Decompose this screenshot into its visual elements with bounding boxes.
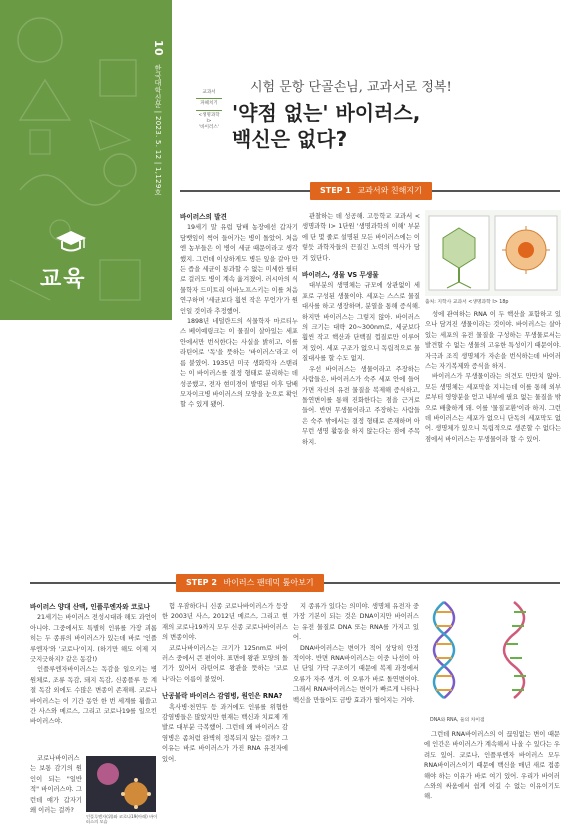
page-number: 10 bbox=[152, 40, 165, 56]
column-7 bbox=[424, 730, 560, 824]
column-6 bbox=[293, 602, 419, 824]
step1-header bbox=[180, 182, 560, 200]
title-line: '약점 없는' 바이러스, bbox=[232, 101, 421, 125]
paragraph: 성에 관여하는 RNA 이 두 핵산을 포함하고 있으나 담겨진 생물이라는 것이야. 바이러스는 살아 있는 세포의 유전 물질을 구성하는 무생물로서는 발견할 수 없는 생물의 고유한 특성이기 때문이야. 자극과 조직 생명체가 자손을 번식하는데 바이러스는 자기복제와 증식을 하지. bbox=[425, 311, 561, 371]
paragraph: 그런데 RNA바이러스의 이 끊임없는 변이 때문에 인간은 바이러스가 계속해서 나올 수 있다는 우려도 있어. 코로나, 인플루엔자 바이러스 모두 RNA바이러스이기 때문에 백신을 매년 새로 접종해야 하는 이유가 바로 여기 있어. 우리가 바이러스와의 싸움에서 쉽게 이길 수 없는 이유이기도 해. bbox=[424, 731, 560, 801]
badge-line: <생명과학 I> bbox=[198, 112, 220, 124]
paragraph: 19세기 말 유럽 담배 농장에선 갑자기 담뱃잎이 썩어 들어가는 병이 돌았어. 처음엔 농부들은 이 병이 세균 때문이라고 생각했지. 그런데 이상하게도 병든 잎을 갈아 만든 즙을 세균이 통과할 수 없는 미세한 필터로 걸러도 병이 계속 옮겨졌어. 러시아의 식물학자 드미트리 이바노프스키는 이를 처음 연구하며 '세균보다 훨씬 작은 무언가'가 원인일 것이라 추정했어. bbox=[180, 224, 298, 315]
biology-textbook-figure bbox=[425, 210, 561, 296]
figure-caption: 출처: 지학사 교과서 <생명과학 I> 18p bbox=[425, 300, 509, 305]
graduation-cap-icon bbox=[54, 228, 88, 254]
badge-line: 파헤치기 bbox=[200, 101, 218, 107]
paragraph: 1898년 네덜란드의 식물학자 마르티누스 베이예링크는 이 물질이 살아있는 세포 안에서만 번식한다는 사실을 밝히고, 이를 라틴어로 '독'을 뜻하는 '바이러스'라고 이름 붙였어. 1935년 미국 생화학자 스탠리는 이 바이러스를 결정 형태로 분리하는 데 성공했고, 전자 현미경이 발명된 이후 담배모자이크병 바이러스의 모양을 눈으로 확인할 수 있게 됐어. bbox=[180, 318, 298, 409]
step2-header bbox=[30, 574, 560, 592]
subheading: 바이러스 양대 산맥, 인플루엔자와 코로나 bbox=[30, 603, 150, 611]
section-label: 교육 bbox=[40, 267, 87, 292]
section-banner bbox=[0, 0, 172, 320]
virus-photo bbox=[86, 756, 156, 812]
column-2 bbox=[302, 212, 420, 557]
paragraph: 우선 바이러스는 생물이라고 주장하는 사람들은, 바이러스가 숙주 세포 안에 들어가면 자신의 유전 물질을 복제해 증식하고, 돌연변이를 통해 진화한다는 점을 근거로 들어. 반면 무생물이라고 주장하는 사람들은 숙주 밖에서는 결정 형태로 존재하며 아무런 생명 활동을 하지 않는다는 점에 주목하지. bbox=[302, 365, 420, 446]
dna-rna-figure bbox=[424, 598, 560, 714]
badge-line: '바이러스' bbox=[199, 125, 219, 131]
column-4 bbox=[30, 602, 157, 752]
issue-info: 한국대학신문 | 2023. 5. 12 | 1,129호 bbox=[154, 64, 162, 196]
series-title: 시험 문항 단골손님, 교과서로 정복! bbox=[250, 80, 452, 95]
paragraph: 바이러스가 무생물이라는 의견도 만만치 않아. 모든 생명체는 세포막을 지니는데 이를 통해 외부로부터 영양분을 얻고 내부에 필요 없는 물질을 밖으로 배출하게 돼. 이를 '물질교환'이라 하지. 그런데 바이러스는 세포가 없으니 단독의 세포막도 없어. 생명체가 있으니 독립적으로 생존할 수 없다는 점에서 바이러스는 무생물이라 할 수 있어. bbox=[425, 373, 561, 443]
paragraph: 관찰하는 데 성공해. 고등학교 교과서 <생명과학 I> 1단원 '생명과학의 이해' 부분에 단 몇 줄로 설명된 모든 바이러스에는 이렇듯 과학자들의 끈질긴 노력의 역사가 담겨 있단다. bbox=[302, 213, 420, 262]
step-label: STEP 1 bbox=[320, 186, 351, 195]
column-3 bbox=[425, 310, 561, 560]
topic-badge bbox=[196, 90, 222, 136]
virus-structure-diagram bbox=[425, 210, 561, 296]
paragraph: 21세기는 바이러스 전성시대라 해도 과언이 아니야. 그중에서도 특별히 인류를 가장 괴롭히는 두 종류의 바이러스가 있는데 바로 '인플루엔자'와 '코로나'이지. (하기만 해도 이제 지긋지긋하지? 같은 동감!) bbox=[30, 614, 157, 664]
paragraph: DNA바이러스는 변이가 적어 상당히 안정적이야. 반면 RNA바이러스는 이중 나선이 아닌 단일 가닥 구조이기 때문에 복제 과정에서 오류가 자주 생겨. 이 오류가 바로 돌연변이야. 그래서 RNA바이러스는 변이가 빠르게 나타나 백신을 만들어도 금방 효과가 떨어지는 거야. bbox=[293, 644, 419, 704]
paragraph: 인플루엔자바이러스는 독감을 일으키는 병원체로, 조류 독감, 돼지 독감, 신종플루 등 계절 독감 외에도 수많은 변종이 존재해. 코로나바이러스는 이 기간 동안 한 번 세계를 휩쓸고 간 사스와 메르스, 그리고 코로나19를 일으킨 바이러스야. bbox=[30, 666, 157, 726]
photo-caption: 인플루엔자(위)와 코로나19(아래) 바이러스의 모습 bbox=[86, 814, 158, 824]
column-4-tail bbox=[30, 754, 82, 824]
subheading: 난공불락 바이러스 감염병, 원인은 RNA? bbox=[162, 692, 283, 701]
badge-line: 교과서 bbox=[202, 90, 216, 95]
paragraph: 지 종류가 있다는 의미야. 생명체 유전자 중 가장 기본이 되는 것은 DNA이지만 바이러스는 유전 물질로 DNA 또는 RNA를 가지고 있어. bbox=[293, 603, 419, 642]
paragraph: 흑사병·천연두 등 과거에도 인류를 위협한 감염병들은 많았지만 현재는 백신과 치료제 개발로 대부분 극복했어. 그런데 왜 바이러스 감염병은 좀처럼 완벽히 정복되지 않는 걸까? 그 이유는 바로 바이러스가 가진 RNA 유전자에 있어. bbox=[162, 703, 288, 763]
title-line: 백신은 없다? bbox=[232, 127, 348, 151]
step-label: STEP 2 bbox=[186, 578, 217, 587]
paragraph: 코로나바이러스는 보통 감기의 원인이 되는 "일반적" 바이러스야. 그런데 얘가 갑자기 왜 이러는 걸까? bbox=[30, 755, 82, 815]
paragraph: 코로나바이러스는 크기가 125nm로 바이러스 중에서 큰 편이야. 표면에 왕관 모양의 돌기가 있어서 라틴어로 왕관을 뜻하는 '코로나'라는 이름이 붙었어. bbox=[162, 644, 288, 683]
article-title bbox=[232, 100, 420, 152]
paragraph: 대부분의 생명체는 규모에 상관없이 세포로 구성된 생물이야. 세포는 스스로 물질대사를 하고 생장하며, 분열을 통해 증식해. 하지만 바이러스는 그렇지 않아. 바이러스의 크기는 대략 20~300nm로, 세균보다 훨씬 작고 핵산과 단백질 껍질로만 이루어져 있어. 세포 구조가 없으니 독립적으로 물질대사를 할 수도 없지. bbox=[302, 282, 420, 363]
column-1 bbox=[180, 212, 298, 557]
paragraph: 험 우잠하다니 신종 코로나바이러스가 등장한 2003년 사스, 2012년 메르스, 그리고 현재의 코로나19까지 모두 신종 코로나바이러스의 변종이야. bbox=[162, 603, 288, 642]
virus-image bbox=[86, 756, 156, 812]
issue-meta bbox=[152, 40, 165, 196]
dna-rna-diagram bbox=[424, 598, 560, 714]
step-title: 교과서와 친해지기 bbox=[357, 186, 422, 195]
step-title: 바이러스 팬데믹 톺아보기 bbox=[223, 578, 314, 587]
subheading: 바이러스의 발견 bbox=[180, 213, 227, 221]
subheading: 바이러스, 생물 VS 무생물 bbox=[302, 271, 379, 280]
column-5 bbox=[162, 602, 288, 824]
figure-caption: DNA와 RNA, 둘의 차이점 bbox=[430, 718, 485, 723]
